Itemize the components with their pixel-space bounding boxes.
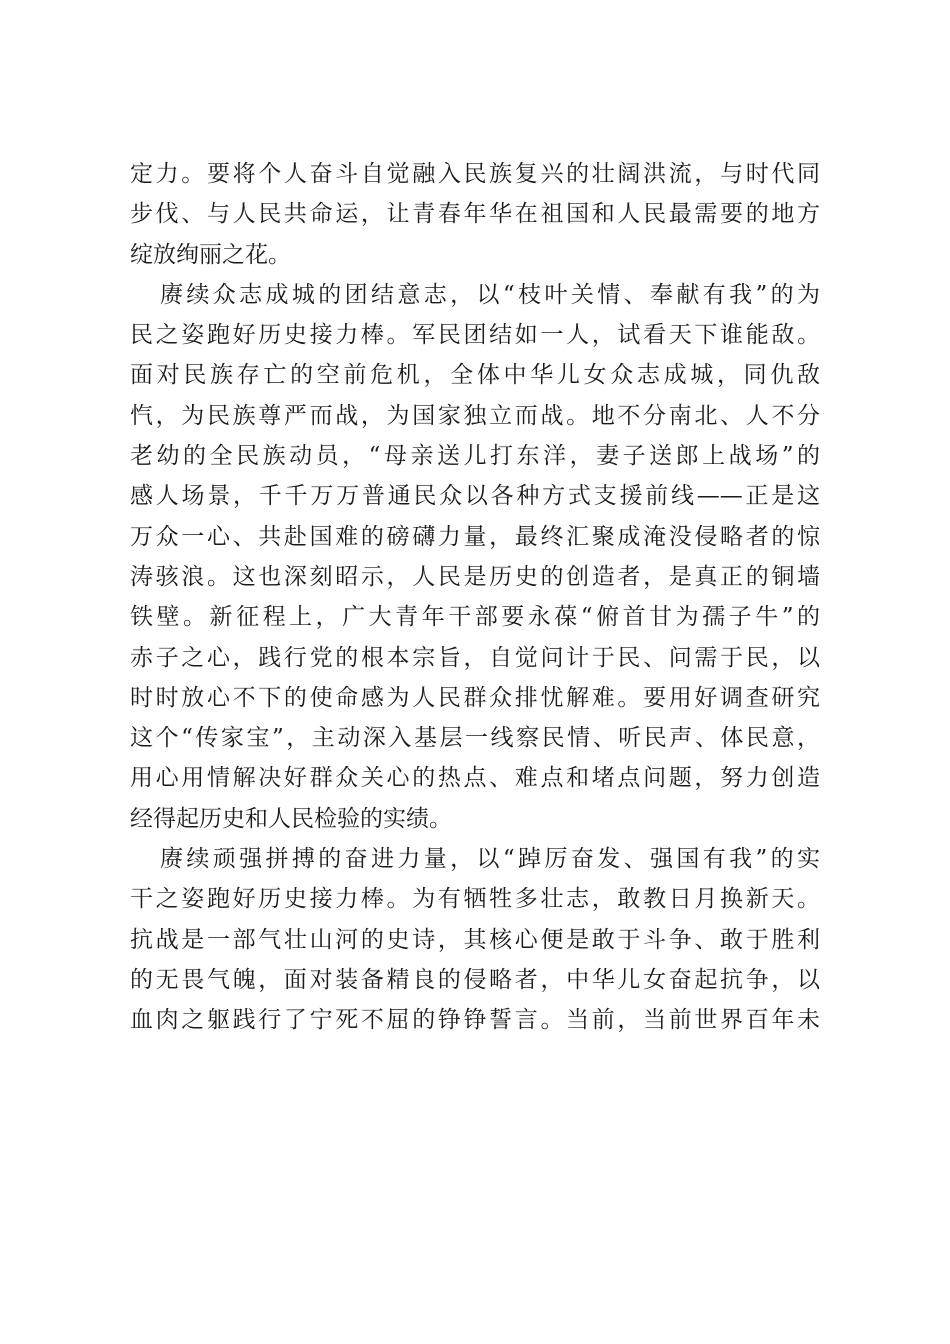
text-line: 血肉之躯践行了宁死不屈的铮铮誓言。当前，当前世界百年未 — [130, 1007, 820, 1034]
text-line: 赓续顽强拼搏的奋进力量，以“踔厉奋发、强国有我”的实 — [160, 846, 820, 873]
text-line: 涛骇浪。这也深刻昭示，人民是历史的创造者，是真正的铜墙 — [130, 563, 820, 590]
text-line: 定力。要将个人奋斗自觉融入民族复兴的壮阔洪流，与时代同 — [130, 161, 820, 187]
text-line: 铁壁。新征程上，广大青年干部要永葆“俯首甘为孺子牛”的 — [130, 604, 820, 631]
text-line: 时时放心不下的使命感为人民群众排忧解难。要用好调查研究 — [130, 684, 820, 711]
text-line: 干之姿跑好历史接力棒。为有牺牲多壮志，敢教日月换新天。 — [130, 886, 820, 913]
text-line: 的无畏气魄，面对装备精良的侵略者，中华儿女奋起抗争，以 — [130, 966, 820, 993]
text-line: 老幼的全民族动员，“母亲送儿打东洋，妻子送郎上战场”的 — [130, 443, 820, 470]
text-line: 用心用情解决好群众关心的热点、难点和堵点问题，努力创造 — [130, 765, 820, 792]
text-line: 步伐、与人民共命运，让青春年华在祖国和人民最需要的地方 — [130, 201, 820, 228]
text-line: 赓续众志成城的团结意志，以“枝叶关情、奉献有我”的为 — [160, 281, 820, 308]
text-line: 忾，为民族尊严而战，为国家独立而战。地不分南北、人不分 — [130, 402, 820, 429]
text-line: 感人场景，千千万万普通民众以各种方式支援前线——正是这 — [130, 483, 820, 510]
text-line: 绽放绚丽之花。 — [130, 241, 291, 268]
text-line: 民之姿跑好历史接力棒。军民团结如一人，试看天下谁能敌。 — [130, 322, 820, 349]
text-line: 这个“传家宝”，主动深入基层一线察民情、听民声、体民意， — [130, 725, 820, 752]
text-line: 万众一心、共赴国难的磅礴力量，最终汇聚成淹没侵略者的惊 — [130, 523, 820, 550]
text-line: 经得起历史和人民检验的实绩。 — [130, 805, 452, 832]
text-line: 赤子之心，践行党的根本宗旨，自觉问计于民、问需于民，以 — [130, 644, 820, 671]
text-line: 抗战是一部气壮山河的史诗，其核心便是敢于斗争、敢于胜利 — [130, 926, 820, 953]
body-text — [130, 154, 820, 1041]
text-line: 面对民族存亡的空前危机，全体中华儿女众志成城，同仇敌 — [130, 362, 820, 389]
